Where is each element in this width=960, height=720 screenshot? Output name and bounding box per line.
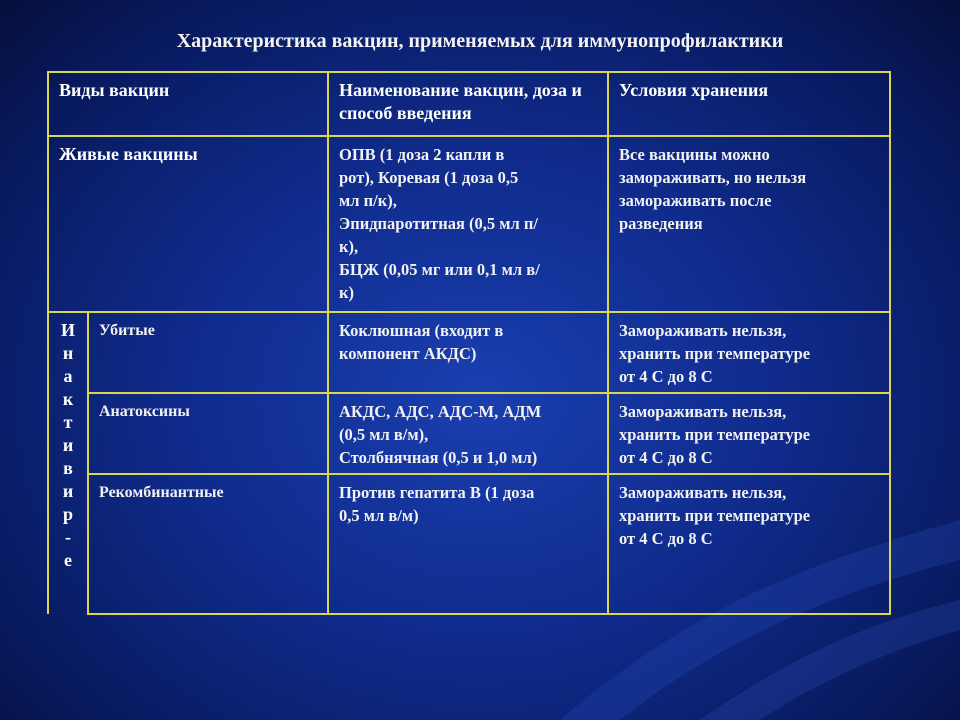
table-header-row — [48, 72, 890, 136]
vertical-letter: И — [60, 320, 75, 340]
storage-line: Замораживать нельзя, — [619, 321, 787, 340]
table-row-live — [48, 136, 890, 312]
storage-line: от 4 С до 8 С — [619, 529, 713, 548]
recombinant-names — [328, 474, 608, 614]
storage-line: Замораживать нельзя, — [619, 402, 787, 421]
names-line: ОПВ (1 доза 2 капли в — [339, 145, 505, 164]
vertical-letter: н — [62, 343, 74, 363]
storage-line: от 4 С до 8 С — [619, 448, 713, 467]
vertical-letter: а — [63, 366, 73, 386]
storage-line: разведения — [619, 214, 703, 233]
recombinant-storage — [608, 474, 890, 614]
storage-line: Все вакцины можно — [619, 145, 770, 164]
names-line: БЦЖ (0,05 мг или 0,1 мл в/ — [339, 260, 540, 279]
names-line: Против гепатита В (1 доза — [339, 483, 535, 502]
killed-storage — [608, 312, 890, 393]
header-vaccine-names: Наименование вакцин, доза и способ введения — [328, 72, 608, 136]
names-line: компонент АКДС) — [339, 344, 477, 363]
vertical-letter: р — [62, 504, 73, 524]
vaccine-table — [47, 71, 891, 615]
names-line: (0,5 мл в/м), — [339, 425, 429, 444]
table-row-killed — [48, 312, 890, 393]
storage-line: хранить при температуре — [619, 344, 811, 363]
names-line: к) — [339, 283, 355, 302]
killed-names — [328, 312, 608, 393]
live-vaccines-names — [328, 136, 608, 312]
vertical-letter: т — [63, 412, 73, 432]
names-line: АКДС, АДС, АДС-М, АДМ — [339, 402, 542, 421]
storage-line: замораживать после — [619, 191, 772, 210]
names-line: 0,5 мл в/м) — [339, 506, 419, 525]
names-line: Столбнячная (0,5 и 1,0 мл) — [339, 448, 538, 467]
names-line: к), — [339, 237, 359, 256]
vertical-letter: е — [64, 550, 72, 570]
vertical-letter: в — [63, 458, 73, 478]
names-line: Эпидпаротитная (0,5 мл п/ — [339, 214, 538, 233]
recombinant-type: Рекомбинантные — [88, 474, 328, 614]
header-vaccine-types: Виды вакцин — [48, 72, 328, 136]
storage-line: замораживать, но нельзя — [619, 168, 807, 187]
toxoids-names — [328, 393, 608, 474]
vertical-letter: - — [65, 527, 71, 547]
storage-line: от 4 С до 8 С — [619, 367, 713, 386]
names-line: мл п/к), — [339, 191, 397, 210]
toxoids-type: Анатоксины — [88, 393, 328, 474]
storage-line: хранить при температуре — [619, 506, 811, 525]
table-row-toxoids — [48, 393, 890, 474]
live-vaccines-storage — [608, 136, 890, 312]
header-storage-conditions: Условия хранения — [608, 72, 890, 136]
storage-line: хранить при температуре — [619, 425, 811, 444]
storage-line: Замораживать нельзя, — [619, 483, 787, 502]
vertical-letter: и — [62, 435, 74, 455]
page-title: Характеристика вакцин, применяемых для иммунопрофилактики — [176, 30, 784, 52]
vertical-letter: и — [62, 481, 74, 501]
inactivated-vertical-label — [48, 312, 88, 614]
table-row-recombinant — [48, 474, 890, 614]
names-line: Коклюшная (входит в — [339, 321, 504, 340]
names-line: рот), Коревая (1 доза 0,5 — [339, 168, 519, 187]
live-vaccines-type: Живые вакцины — [48, 136, 328, 312]
vertical-letter: к — [62, 389, 74, 409]
killed-type: Убитые — [88, 312, 328, 393]
toxoids-storage — [608, 393, 890, 474]
